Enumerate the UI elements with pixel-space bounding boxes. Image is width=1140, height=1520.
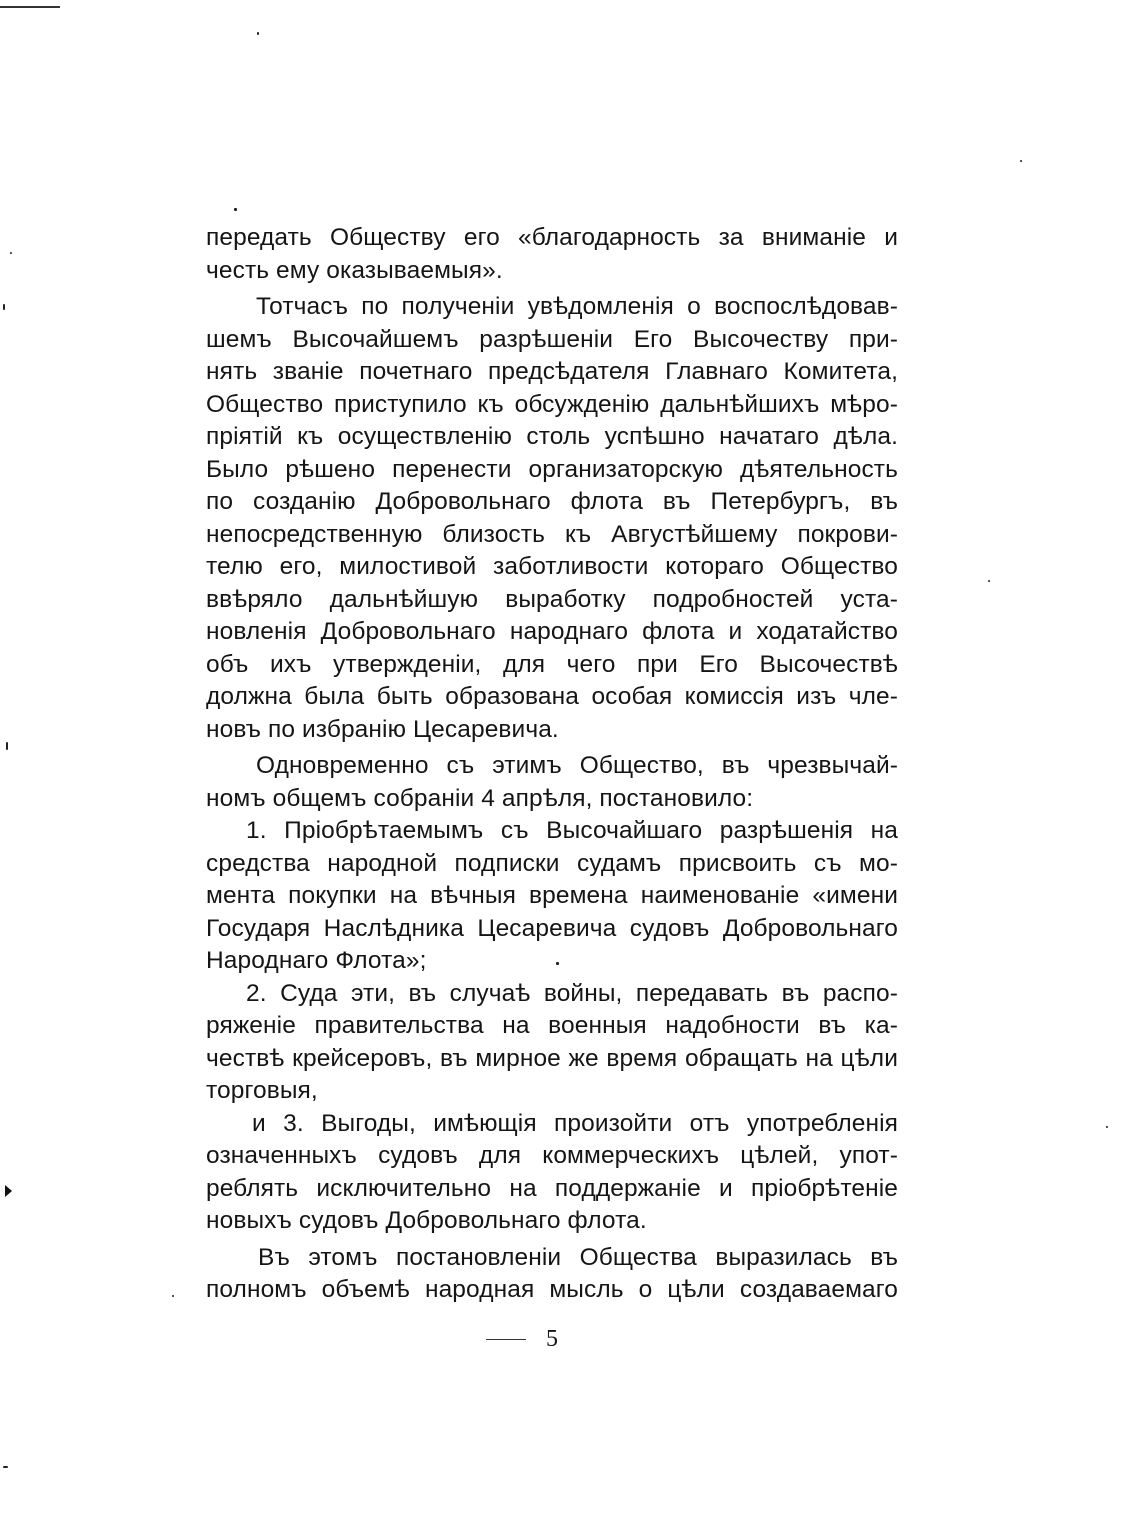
text-line: Тотчасъ по полученіи увѣдомленія о воспослѣдовав- (256, 293, 898, 320)
scan-speck (6, 742, 8, 750)
text-line: честь ему оказываемыя». (206, 256, 503, 284)
text-line: нять званіе почетнаго предсѣдателя Главнаго Комитета, (206, 358, 898, 385)
scan-speck (10, 252, 12, 254)
text-line: 1. Пріобрѣтаемымъ съ Высочайшаго разрѣшенія на (246, 817, 898, 844)
text-line: реблять исключительно на поддержаніе и пріобрѣтеніе (206, 1174, 898, 1202)
text-line: номъ общемъ собраніи 4 апрѣля, постановило: (206, 784, 754, 812)
text-line: ряженіе правительства на военныя надобности въ ка- (206, 1012, 898, 1039)
text-line: новыхъ судовъ Добровольнаго флота. (206, 1207, 647, 1234)
scan-speck (556, 962, 559, 965)
page-text-block (206, 222, 898, 1307)
text-line: и 3. Выгоды, имѣющія произойти отъ употребленія (252, 1109, 898, 1137)
folio-dash (486, 1339, 526, 1340)
scan-speck (257, 32, 259, 35)
text-line: Было рѣшено перенести организаторскую дѣятельность (206, 455, 898, 483)
text-line: шемъ Высочайшемъ разрѣшеніи Его Высочеству при- (206, 325, 898, 353)
text-line: объ ихъ утвержденіи, для чего при Его Высочествѣ (206, 650, 898, 678)
text-line: должна была быть образована особая комиссія изъ чле- (206, 683, 898, 710)
text-line: пріятій къ осуществленію столь успѣшно начатаго дѣла. (206, 423, 898, 450)
page-number (486, 1326, 558, 1353)
text-line: Одновременно съ этимъ Общество, въ чрезвычай- (256, 752, 898, 779)
text-line: торговыя, (206, 1077, 318, 1104)
text-line: новъ по избранію Цесаревича. (206, 715, 559, 743)
text-line: по созданію Добровольнаго флота въ Петербургъ, въ (206, 488, 898, 515)
scan-speck (3, 1466, 8, 1468)
margin-marker-icon (5, 1185, 12, 1197)
text-line: чествѣ крейсеровъ, въ мирное же время обращать на цѣли (206, 1044, 898, 1072)
text-line: Народнаго Флота»; (206, 947, 427, 974)
text-line: новленія Добровольнаго народнаго флота и ходатайство (206, 618, 898, 645)
text-line: 2. Суда эти, въ случаѣ войны, передавать въ распо- (246, 979, 898, 1007)
scan-speck (988, 580, 990, 582)
page-number-label: 5 (546, 1326, 558, 1352)
scan-speck (1020, 160, 1022, 162)
text-line: телю его, милостивой заботливости котораго Общество (206, 553, 898, 580)
text-line: мента покупки на вѣчныя времена наименованіе «имени (206, 882, 898, 909)
text-line: означенныхъ судовъ для коммерческихъ цѣлей, упот- (206, 1142, 898, 1169)
text-line: полномъ объемѣ народная мысль о цѣли создаваемаго (206, 1276, 898, 1303)
text-line: Государя Наслѣдника Цесаревича судовъ Добровольнаго (206, 914, 898, 942)
top-edge-rule (0, 6, 60, 8)
scan-speck (234, 208, 237, 211)
scan-speck (3, 304, 5, 310)
text-line: Въ этомъ постановленіи Общества выразилась въ (258, 1243, 898, 1271)
scan-speck (1106, 1126, 1108, 1128)
text-line: ввѣряло дальнѣйшую выработку подробностей уста- (206, 585, 898, 613)
text-line: средства народной подписки судамъ присвоить съ мо- (206, 849, 898, 877)
text-line: непосредственную близость къ Августѣйшему покрови- (206, 520, 898, 548)
scan-speck (172, 1295, 174, 1297)
text-line: Общество приступило къ обсужденію дальнѣйшихъ мѣро- (206, 390, 898, 418)
text-line: передать Обществу его «благодарность за вниманіе и (206, 224, 898, 251)
